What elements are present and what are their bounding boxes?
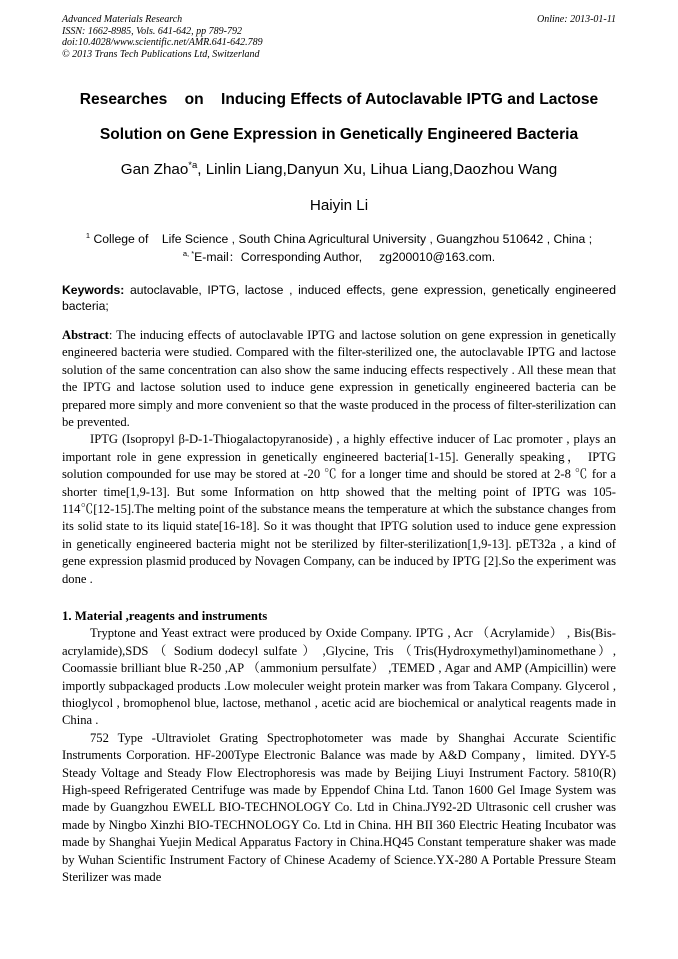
- journal-header: [62, 14, 616, 64]
- keywords: [62, 283, 616, 314]
- abstract-paragraph: [62, 327, 616, 431]
- first-author: Gan Zhao: [120, 161, 189, 178]
- section-materials: [62, 608, 616, 887]
- instruments-paragraph: 752 Type -Ultraviolet Grating Spectrophotometer was made by Shanghai Accurate Scientific Instruments Corporation. HF-200Type Electronic Balance was made by A&D Company，limited. DYY-5 Steady Voltage and Steady Flow Electrophoresis was made by Beijing Liuyi Instrument Factory. 5810(R) High-speed Refrigerated Centrifuge was made by Eppendof China Ltd. Tanon 1600 Gel Image System was made by Guangzhou EWELL BIO-TECHNOLOGY Co. Ltd in China.JY92-2D Ultrasonic cell crusher was made by Ningbo Xinzhi BIO-TECHNOLOGY Co. Ltd in China. HH BII 360 Electric Heating Incubator was made by Shanghai Yuejin Medical Apparatus Factory in China.HQ45 Constant temperature shaker was made by Wuhan Scientific Instrument Factory of Chinese Academy of Science.YX-280 A Portable Pressure Steam Sterilizer was made: [62, 730, 616, 885]
- affiliation: [40, 232, 638, 247]
- abstract-label: Abstract: [62, 328, 109, 342]
- journal-copyright: © 2013 Trans Tech Publications Ltd, Switzerland: [62, 48, 260, 60]
- corresponding-email: [40, 250, 638, 265]
- journal-name: Advanced Materials Research: [62, 14, 183, 25]
- author-list: [40, 161, 638, 179]
- first-author-marker: *a: [188, 160, 198, 171]
- last-author: Haiyin Li: [309, 197, 369, 214]
- intro-paragraph: IPTG (Isopropyl β-D-1-Thiogalactopyranoside) , a highly effective inducer of Lac promoter , plays an important role in gene expression in genetically engineered bacteria[1-15]. Generally speaking， IPTG solution compounded for use may be stored at -20 ℃ for a longer time and should be stored at 2-8 ℃ for a shorter time[1,9-13]. But some Information on http showed that the melting point of IPTG was 105-114℃[12-15].The melting point of the substance means the temperature at which the substance changes from its solid state to its liquid state[16-18]. So it was thought that IPTG solution used to induce gene expression in genetically engineered bacteria might not be sterilized by filter-sterilization[1,9-13]. pET32a , a kind of gene expression plasmid produced by Novagen Company, can be induced by IPTG [2].So the experiment was done .: [62, 432, 616, 586]
- other-authors: , Linlin Liang,Danyun Xu, Lihua Liang,Daozhou Wang: [197, 161, 558, 178]
- affiliation-marker: 1: [85, 231, 91, 240]
- journal-doi: doi:10.4028/www.scientific.net/AMR.641-642.789: [62, 37, 263, 48]
- materials-paragraph: Tryptone and Yeast extract were produced by Oxide Company. IPTG , Acr （Acrylamide） , Bis(Bis-acrylamide),SDS （ Sodium dodecyl sulfate ） ,Glycine, Tris （Tris(Hydroxymethyl)aminomethane）, Coomassie brilliant blue R-250 ,AP （ammonium persulfate） ,TEMED , Agar and AMP (Ampicillin) were importly subpackaged products .Low moleculer weight protein marker was from Takara Company. Glycerol , thioglycol , bromophenol blue, lactose, methanol , acetic acid are biochemical or analytical reagents made in China .: [62, 626, 616, 728]
- email-marker: a, *: [182, 249, 195, 258]
- journal-meta: [62, 14, 616, 60]
- abstract-text: : The inducing effects of autoclavable IPTG and lactose solution on gene expression in genetically engineered bacteria were studied. Compared with the filter-sterilized one, the autoclavable IPTG and lactose solution of the same concentration can also show the same inducing effects respectively . All these mean that the IPTG and lactose solution used to induce gene expression in genetically engineered bacteria can be prepared more simply and more convenient so that the waste produced in the process of filter-sterilization can be prevented.: [62, 328, 616, 430]
- paper-title-line-1: Researches on Inducing Effects of Autoclavable IPTG and Lactose: [79, 91, 599, 108]
- affiliation-text: College of Life Science , South China Agricultural University , Guangzhou 510642 , China ;: [90, 232, 593, 246]
- online-date: Online: 2013-01-11: [537, 14, 616, 25]
- email-text: E-mail：Corresponding Author, zg200010@163.com.: [194, 250, 496, 264]
- paper-title-line-2: Solution on Gene Expression in Genetically Engineered Bacteria: [99, 126, 579, 143]
- keywords-text: autoclavable, IPTG, lactose , induced effects, gene expression, genetically engineered bacteria;: [62, 283, 616, 313]
- abstract-and-intro: [62, 327, 616, 588]
- section-heading: 1. Material ,reagents and instruments: [62, 609, 268, 623]
- journal-issn: ISSN: 1662-8985, Vols. 641-642, pp 789-792: [62, 25, 242, 37]
- keywords-label: Keywords:: [62, 283, 125, 297]
